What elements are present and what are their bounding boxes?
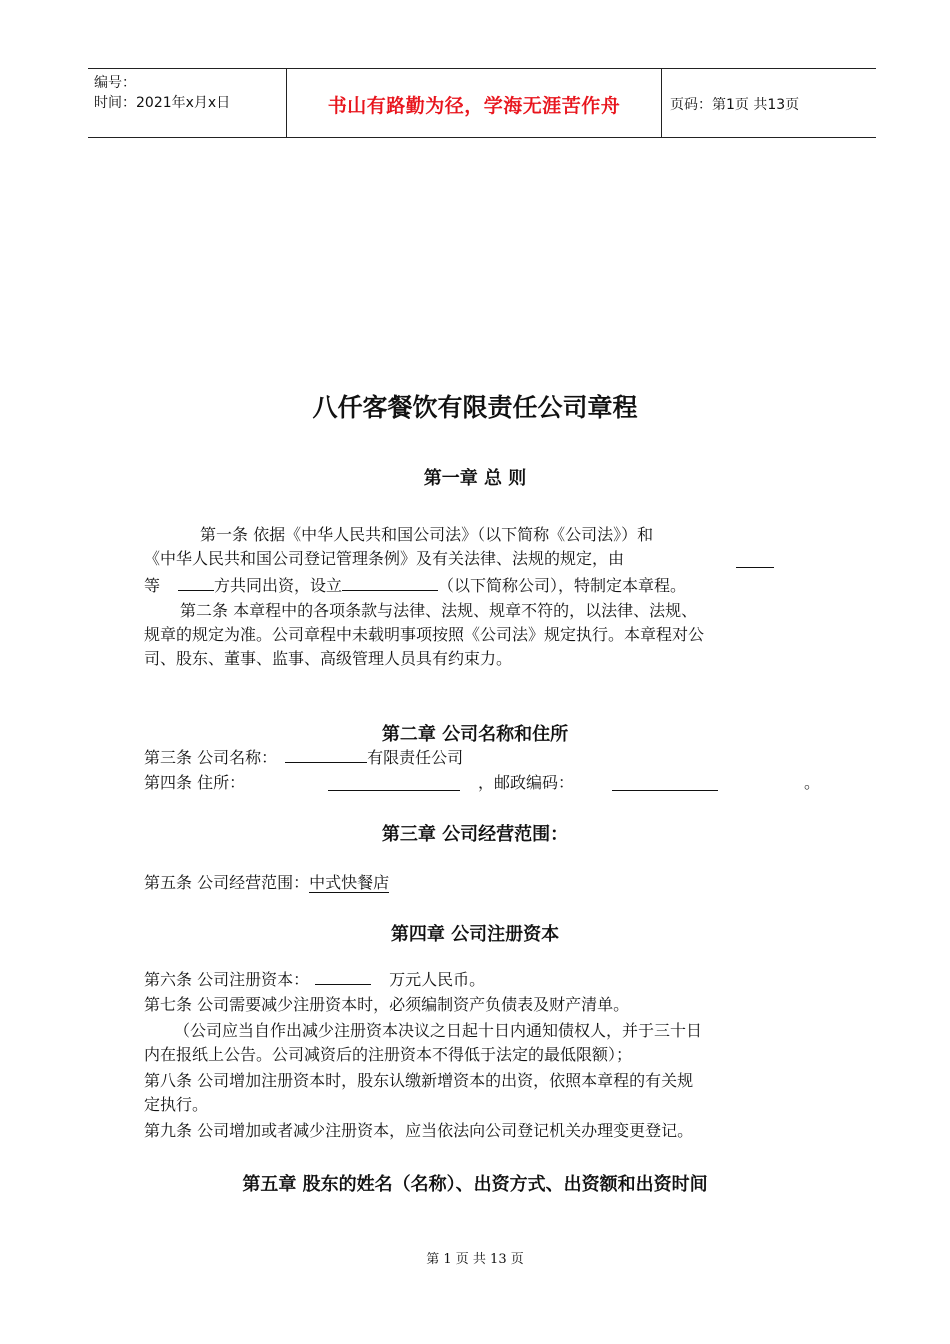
- number-label: 编号：: [94, 75, 136, 91]
- blank-field-address: [328, 774, 460, 791]
- article-6: [144, 968, 485, 991]
- article-3: [144, 746, 463, 769]
- article-9: 第九条 公司增加或者减少注册资本，应当依法向公司登记机关办理变更登记。: [144, 1121, 694, 1140]
- article-6-text-b: 万元人民币。: [389, 970, 486, 989]
- blank-field-capital: [315, 968, 371, 985]
- blank-field-partner: [178, 574, 214, 591]
- page-header: [88, 68, 876, 138]
- article-4-text-a: 第四条 住所：: [144, 773, 246, 792]
- blank-field-postcode: [612, 774, 718, 791]
- article-3-text-b: 有限责任公司: [367, 748, 464, 767]
- chapter-4-heading: 第四章 公司注册资本: [390, 924, 560, 945]
- article-8-line-1: 第八条 公司增加注册资本时，股东认缴新增资本的出资，依照本章程的有关规: [144, 1071, 694, 1090]
- article-7: 第七条 公司需要减少注册资本时，必须编制资产负债表及财产清单。: [144, 995, 630, 1014]
- chapter-5-heading: 第五章 股东的姓名（名称）、出资方式、出资额和出资时间: [242, 1174, 708, 1195]
- article-1-line-3: [144, 574, 686, 597]
- header-meta-cell: [88, 69, 287, 137]
- chapter-1-heading: 第一章 总 则: [423, 468, 527, 489]
- header-page-cell: [662, 69, 876, 137]
- blank-field-company: [342, 574, 438, 591]
- page-footer: 第 1 页 共 13 页: [426, 1252, 524, 1267]
- article-2-line-2: 规章的规定为准。公司章程中未载明事项按照《公司法》规定执行。本章程对公: [144, 625, 705, 644]
- article-4-text-b: ，邮政编码：: [478, 773, 575, 792]
- article-1-text-c: （以下简称公司），特制定本章程。: [438, 576, 687, 595]
- article-2-line-1: 第二条 本章程中的各项条款与法律、法规、规章不符的，以法律、法规、: [180, 601, 698, 620]
- article-6-text-a: 第六条 公司注册资本：: [144, 970, 310, 989]
- blank-field-founder: [736, 551, 774, 568]
- document-title: 八仟客餐饮有限责任公司章程: [312, 393, 638, 422]
- note-line-2: 内在报纸上公告。公司减资后的注册资本不得低于法定的最低限额）；: [144, 1045, 633, 1064]
- article-5: [144, 872, 389, 894]
- article-1-text-b: 方共同出资，设立: [214, 576, 343, 595]
- article-8-line-2: 定执行。: [144, 1095, 209, 1114]
- article-5-text-a: 第五条 公司经营范围：: [144, 873, 310, 892]
- article-2-line-3: 司、股东、董事、监事、高级管理人员具有约束力。: [144, 649, 513, 668]
- article-1-text-a: 等: [144, 576, 161, 595]
- article-1-line-1: 第一条 依据《中华人民共和国公司法》（以下简称《公司法》）和: [200, 525, 654, 544]
- note-line-1: （公司应当自作出减少注册资本决议之日起十日内通知债权人，并于三十日: [174, 1021, 703, 1040]
- motto-text: 书山有路勤为径，学海无涯苦作舟: [327, 95, 621, 117]
- chapter-2-heading: 第二章 公司名称和住所: [381, 724, 569, 745]
- article-1-line-2: 《中华人民共和国公司登记管理条例》及有关法律、法规的规定，由: [144, 549, 625, 568]
- article-4-text-c: 。: [804, 773, 821, 792]
- blank-field-company-name: [285, 746, 367, 763]
- page-label: 页码：第1页 共13页: [670, 97, 800, 113]
- article-3-text-a: 第三条 公司名称：: [144, 748, 278, 767]
- time-label: 时间：2021年x月x日: [94, 95, 231, 111]
- business-scope-value: 中式快餐店: [309, 873, 390, 892]
- header-motto-cell: [287, 69, 662, 137]
- chapter-3-heading: 第三章 公司经营范围：: [381, 824, 569, 845]
